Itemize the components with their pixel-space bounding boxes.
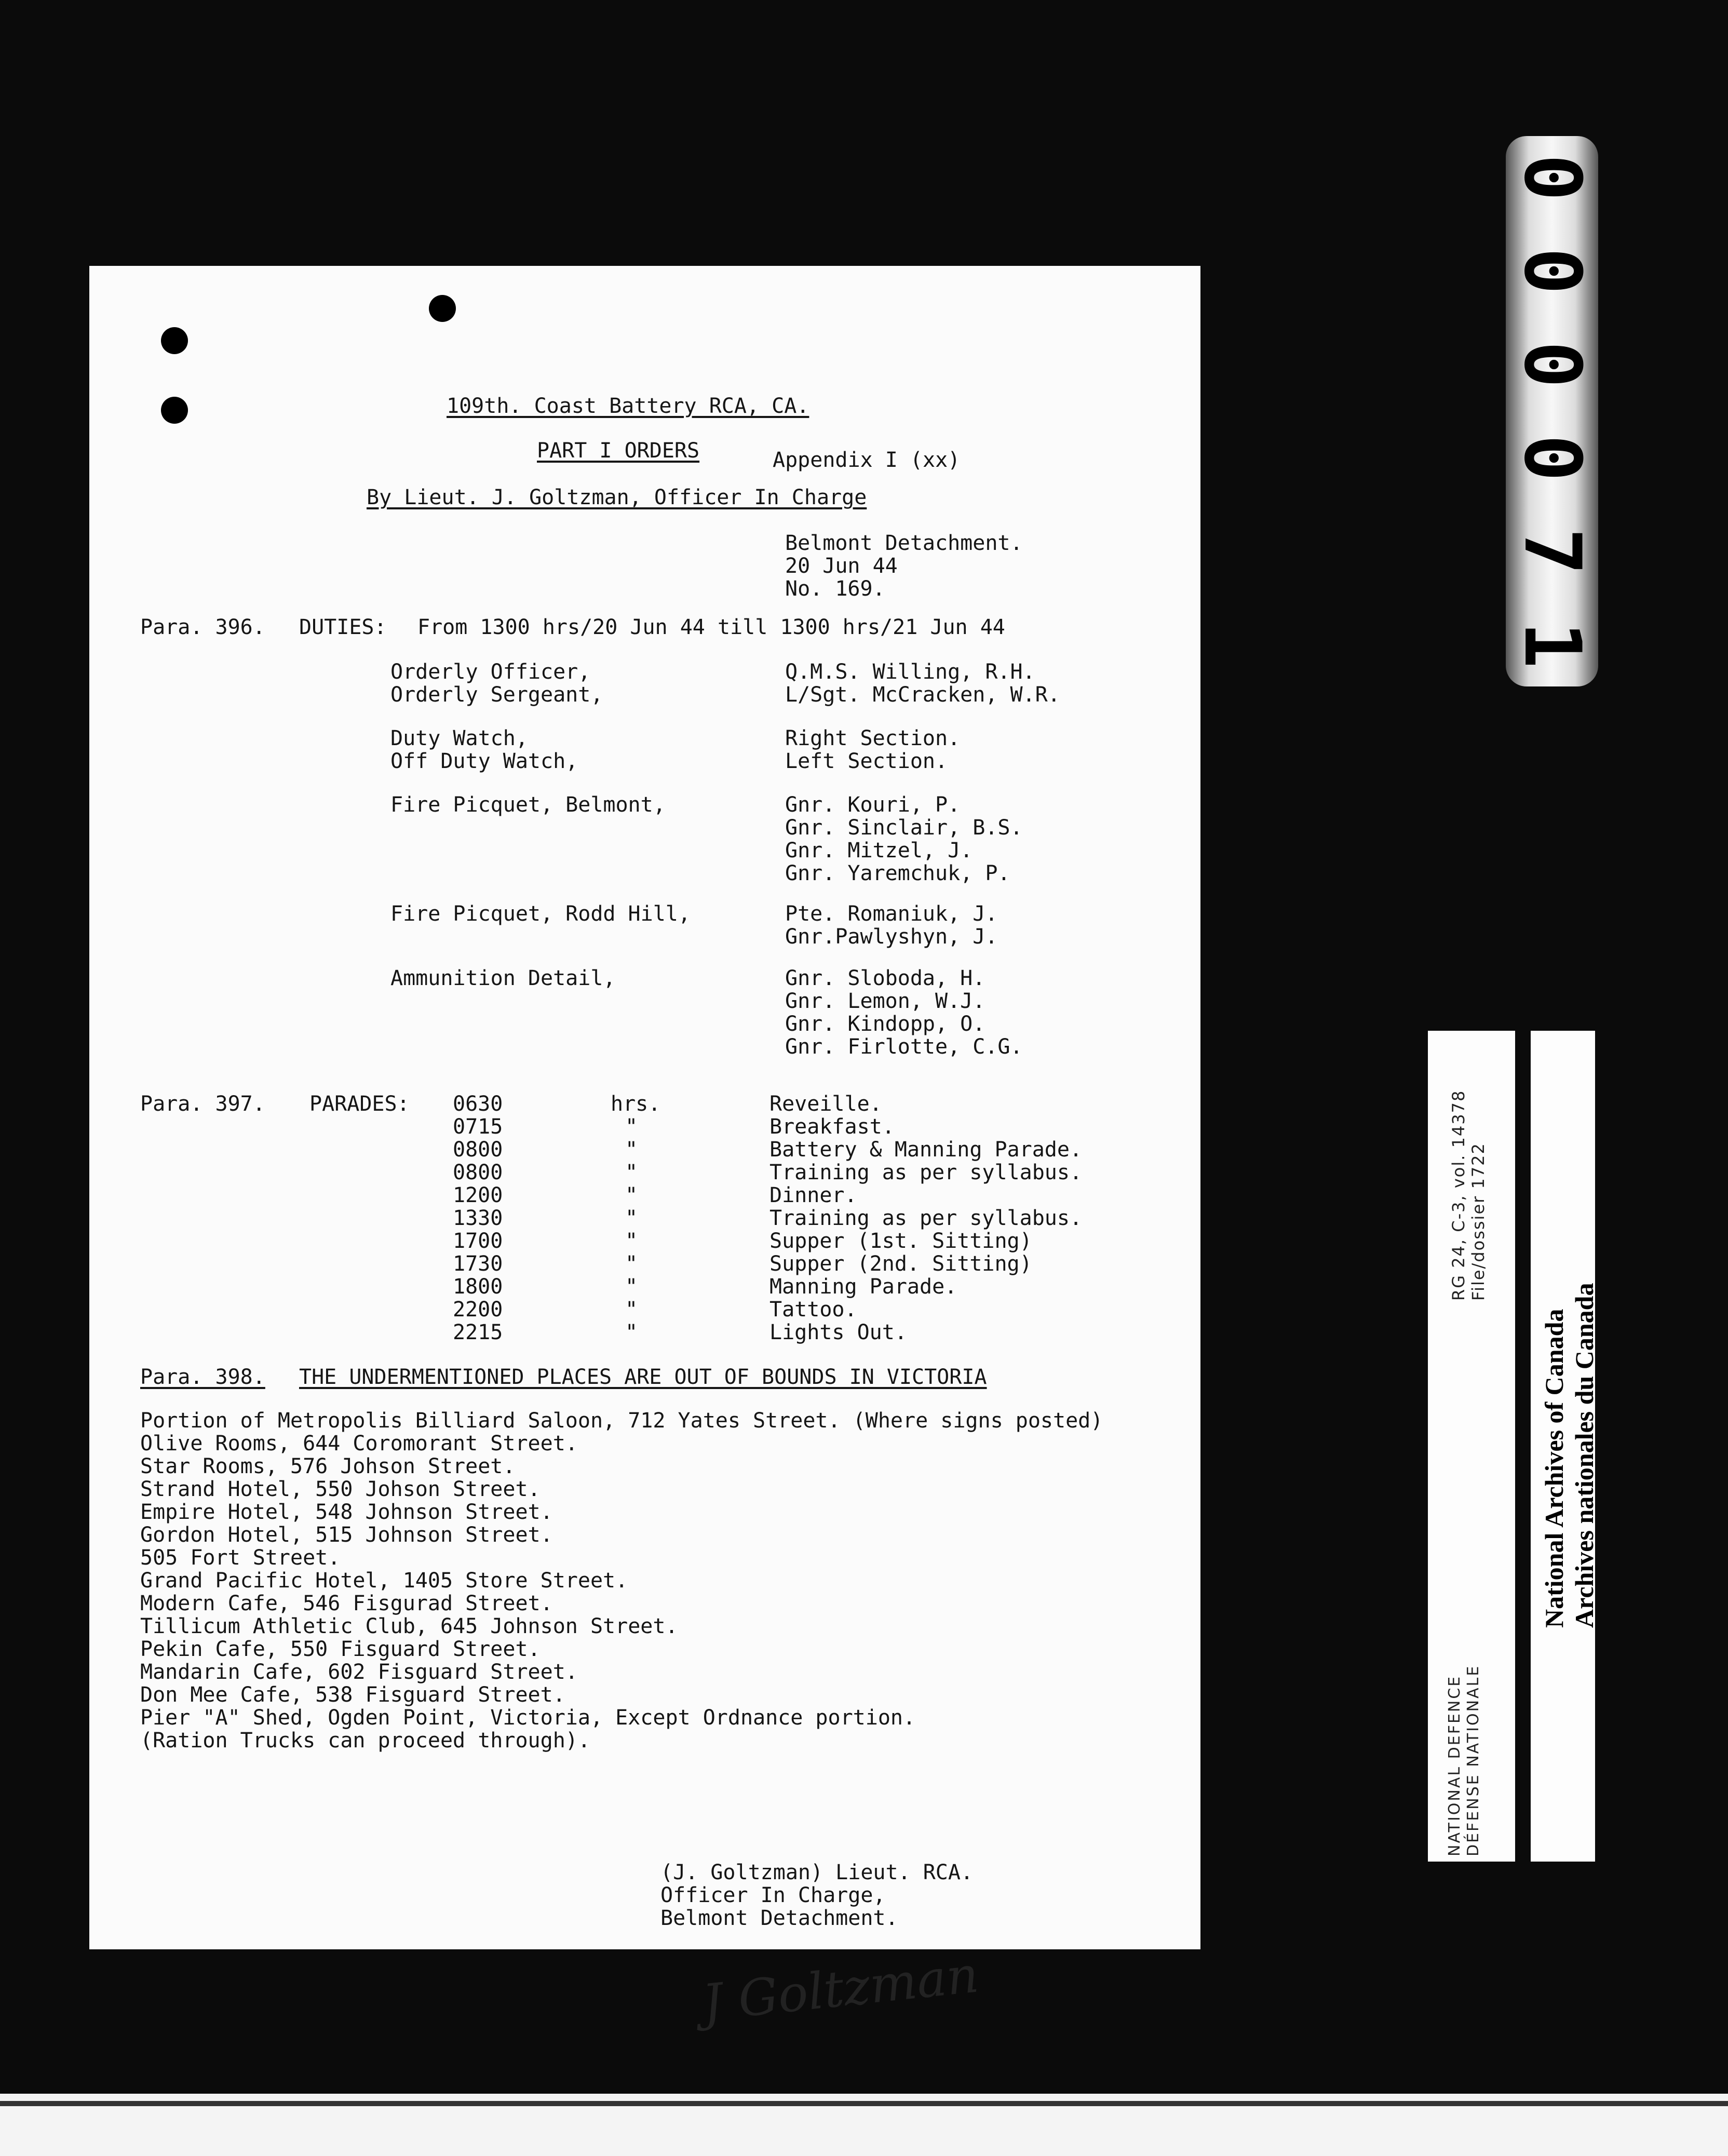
para-397-number: Para. 397.	[140, 1092, 265, 1116]
list-item: Empire Hotel, 548 Johnson Street.	[140, 1500, 553, 1524]
punch-hole	[429, 295, 456, 322]
order-number: No. 169.	[785, 577, 885, 601]
punch-hole	[161, 397, 188, 424]
frame-digit: 0	[1507, 434, 1597, 482]
para-396-number: Para. 396.	[140, 615, 265, 639]
parade-events: Reveille. Breakfast. Battery & Manning Parade. Training as per syllabus. Dinner. Training as per syllabus. Supper (1st. Sitting) Supper (2nd. Sitting) Manning Parade. Tattoo. Lights Out.	[770, 1092, 1083, 1344]
duty-roles-3: Fire Picquet, Belmont,	[390, 793, 666, 817]
list-item: Mandarin Cafe, 602 Fisguard Street.	[140, 1660, 578, 1684]
frame-digit: 0	[1507, 341, 1597, 388]
appendix-label: Appendix I (xx)	[773, 448, 961, 472]
frame-digit: 0	[1507, 247, 1597, 295]
duty-names-2: Right Section. Left Section.	[785, 726, 961, 773]
signature-line: Belmont Detachment.	[660, 1906, 898, 1930]
label-divider	[1515, 1031, 1531, 1862]
list-item: Pekin Cafe, 550 Fisguard Street.	[140, 1637, 541, 1661]
frame-number-strip	[1506, 136, 1598, 686]
frame-digit: 7	[1507, 528, 1597, 575]
duty-roles-2: Duty Watch, Off Duty Watch,	[390, 726, 578, 773]
frame-digit: 0	[1507, 154, 1597, 201]
punch-hole	[161, 327, 188, 354]
list-item: 505 Fort Street.	[140, 1546, 341, 1570]
parade-times: 0630 0715 0800 0800 1200 1330 1700 1730 1800 2200 2215	[453, 1092, 503, 1344]
out-of-bounds-heading: THE UNDERMENTIONED PLACES ARE OUT OF BOUNDS IN VICTORIA	[299, 1365, 987, 1389]
detachment-name: Belmont Detachment.	[785, 531, 1023, 555]
order-page	[89, 266, 1200, 2032]
bottom-rule	[0, 2101, 1728, 2106]
handwritten-signature: J Goltzman	[699, 1945, 981, 2032]
duties-period: From 1300 hrs/20 Jun 44 till 1300 hrs/21 Jun 44	[417, 615, 1005, 639]
duty-roles-5: Ammunition Detail,	[390, 966, 616, 990]
list-item: (Ration Trucks can proceed through).	[140, 1729, 590, 1753]
frame-digit: 1	[1507, 621, 1597, 669]
list-item: Olive Rooms, 644 Coromorant Street.	[140, 1432, 578, 1456]
list-item: Modern Cafe, 546 Fisgurad Street.	[140, 1592, 553, 1615]
bottom-margin	[0, 2094, 1728, 2156]
duty-names-5: Gnr. Sloboda, H. Gnr. Lemon, W.J. Gnr. Kindopp, O. Gnr. Firlotte, C.G.	[785, 966, 1023, 1059]
duty-names-4: Pte. Romaniuk, J. Gnr.Pawlyshyn, J.	[785, 902, 998, 949]
parades-heading: PARADES:	[309, 1092, 410, 1116]
archive-label	[1428, 1031, 1599, 1862]
list-item: Grand Pacific Hotel, 1405 Store Street.	[140, 1569, 628, 1593]
detachment-block	[785, 532, 1023, 600]
national-archives-title: National Archives of Canada Archives nationales du Canada	[1540, 1283, 1599, 1628]
duty-names-3: Gnr. Kouri, P. Gnr. Sinclair, B.S. Gnr. Mitzel, J. Gnr. Yaremchuk, P.	[785, 793, 1023, 885]
list-item: Portion of Metropolis Billiard Saloon, 712 Yates Street. (Where signs posted)	[140, 1409, 1103, 1433]
national-defence-label: NATIONAL DEFENCE DÉFENSE NATIONALE	[1446, 1664, 1482, 1856]
list-item: Don Mee Cafe, 538 Fisguard Street.	[140, 1683, 565, 1707]
list-item: Pier "A" Shed, Ogden Point, Victoria, Except Ordnance portion.	[140, 1706, 916, 1730]
duty-names-1: Q.M.S. Willing, R.H. L/Sgt. McCracken, W.R.	[785, 660, 1060, 707]
by-line: By Lieut. J. Goltzman, Officer In Charge	[367, 486, 867, 509]
order-date: 20 Jun 44	[785, 554, 898, 578]
para-398-number: Para. 398.	[140, 1365, 265, 1389]
list-item: Strand Hotel, 550 Johson Street.	[140, 1477, 541, 1501]
out-of-bounds-list	[140, 1409, 1103, 1752]
duty-roles-1: Orderly Officer, Orderly Sergeant,	[390, 660, 603, 707]
ditto-marks: " " " " " " " " " "	[625, 1115, 638, 1344]
signature-line: (J. Goltzman) Lieut. RCA.	[660, 1861, 974, 1884]
signature-block	[660, 1861, 973, 1930]
part-title: PART I ORDERS	[537, 439, 700, 463]
list-item: Gordon Hotel, 515 Johnson Street.	[140, 1523, 553, 1547]
duty-roles-4: Fire Picquet, Rodd Hill,	[390, 902, 691, 926]
unit-title: 109th. Coast Battery RCA, CA.	[447, 394, 809, 418]
duties-heading: DUTIES:	[299, 615, 387, 639]
list-item: Star Rooms, 576 Johson Street.	[140, 1454, 516, 1478]
archive-reference: RG 24, C-3, vol. 14378 File/dossier 1722	[1449, 1089, 1488, 1301]
list-item: Tillicum Athletic Club, 645 Johnson Street.	[140, 1614, 678, 1638]
signature-line: Officer In Charge,	[660, 1883, 886, 1907]
hours-unit: hrs.	[611, 1092, 661, 1116]
